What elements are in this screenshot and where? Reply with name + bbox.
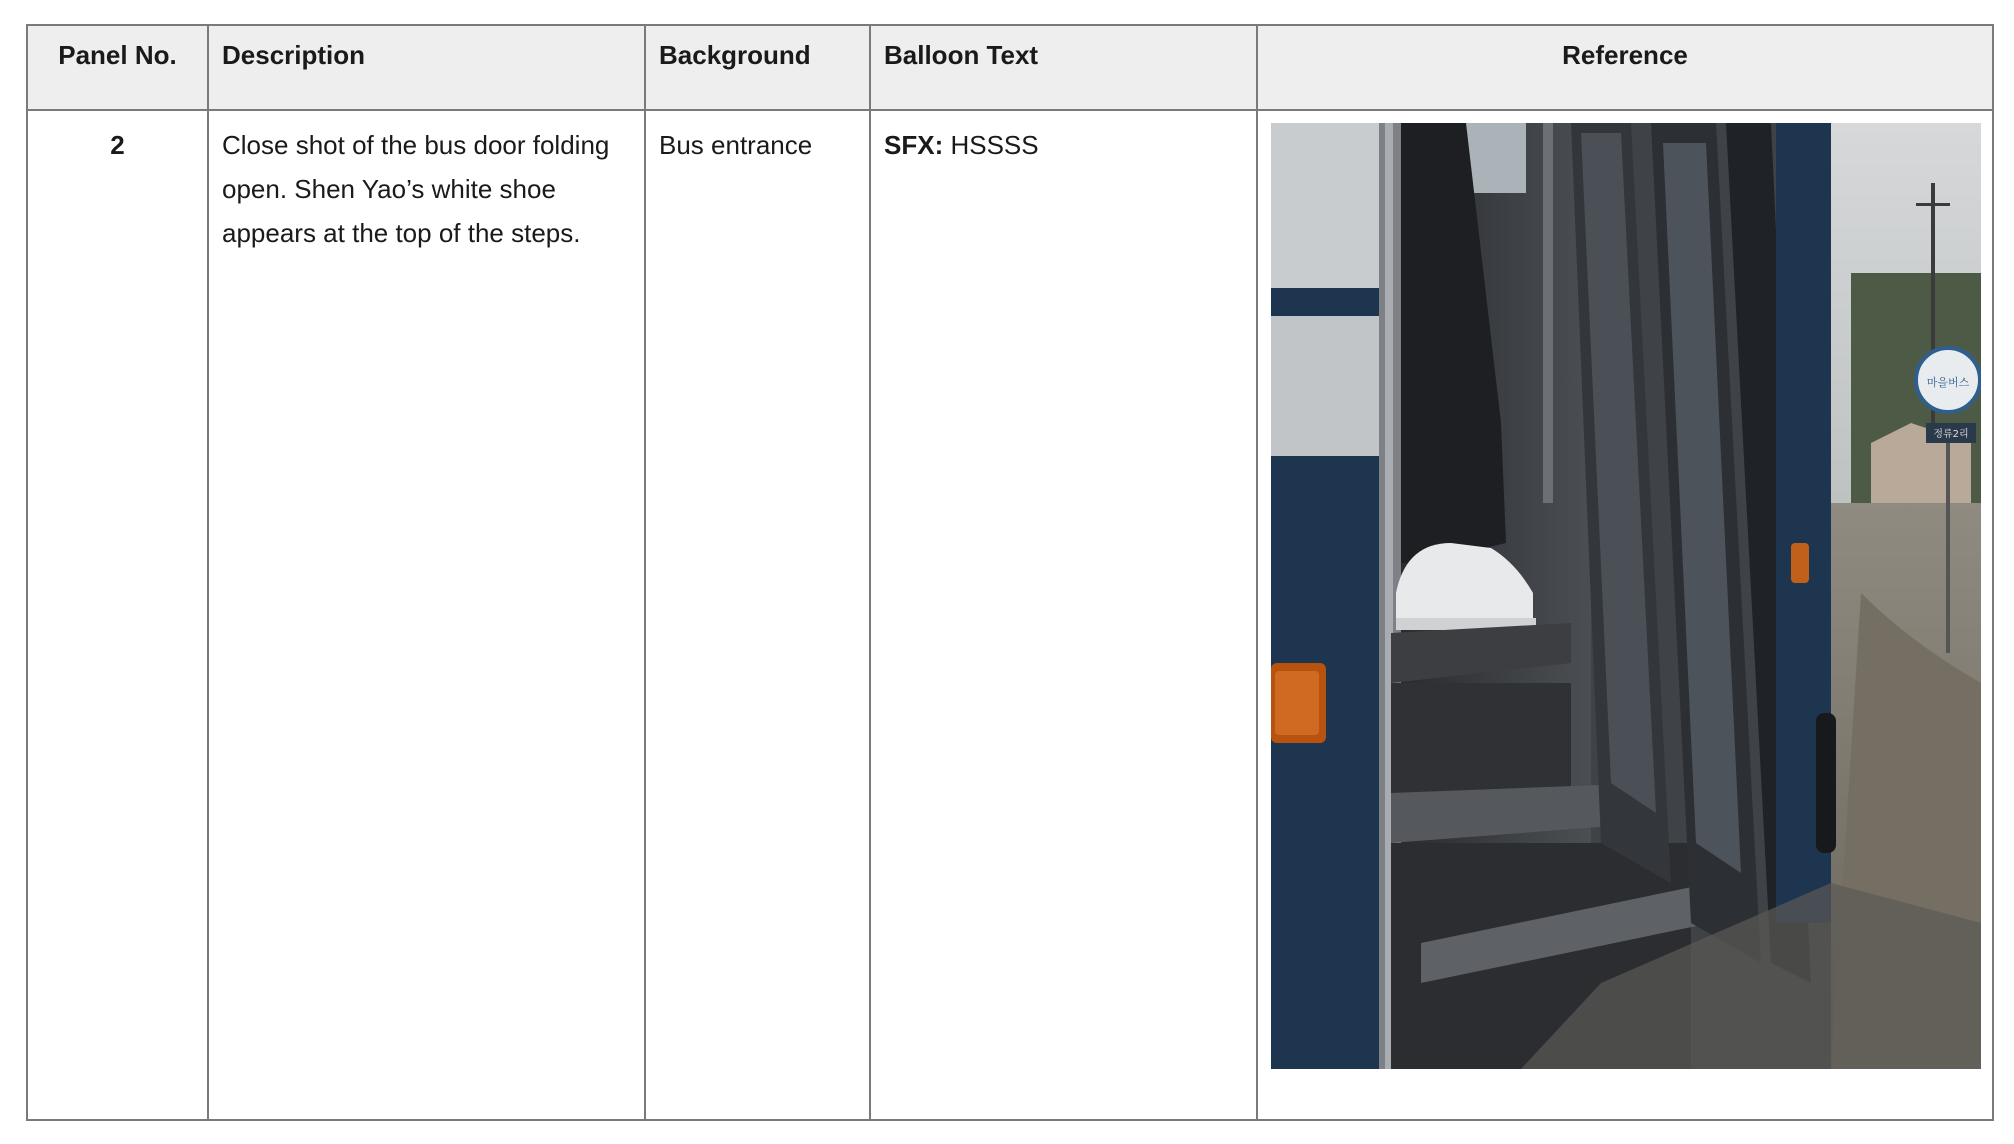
sfx-label: SFX: <box>884 130 944 160</box>
script-table <box>26 24 1994 1121</box>
header-row <box>27 25 1993 110</box>
sign-text: 마을버스 <box>1926 376 1970 389</box>
header-panel-no: Panel No. <box>27 25 208 110</box>
table-row <box>27 110 1993 1120</box>
panel-number: 2 <box>27 110 208 1120</box>
header-background: Background <box>645 25 870 110</box>
background-cell: Bus entrance <box>645 110 870 1120</box>
header-description: Description <box>208 25 645 110</box>
header-reference: Reference <box>1257 25 1993 110</box>
bus-door-photo <box>1271 123 1981 1069</box>
header-balloon-text: Balloon Text <box>870 25 1257 110</box>
reference-cell <box>1257 110 1993 1120</box>
sfx-text: HSSSS <box>950 130 1039 160</box>
description-cell: Close shot of the bus door folding open. Shen Yao’s white shoe appears at the top of the steps. <box>208 110 645 1120</box>
balloon-text-cell <box>870 110 1257 1120</box>
sign-subtext: 정류2리 <box>1933 429 1969 440</box>
